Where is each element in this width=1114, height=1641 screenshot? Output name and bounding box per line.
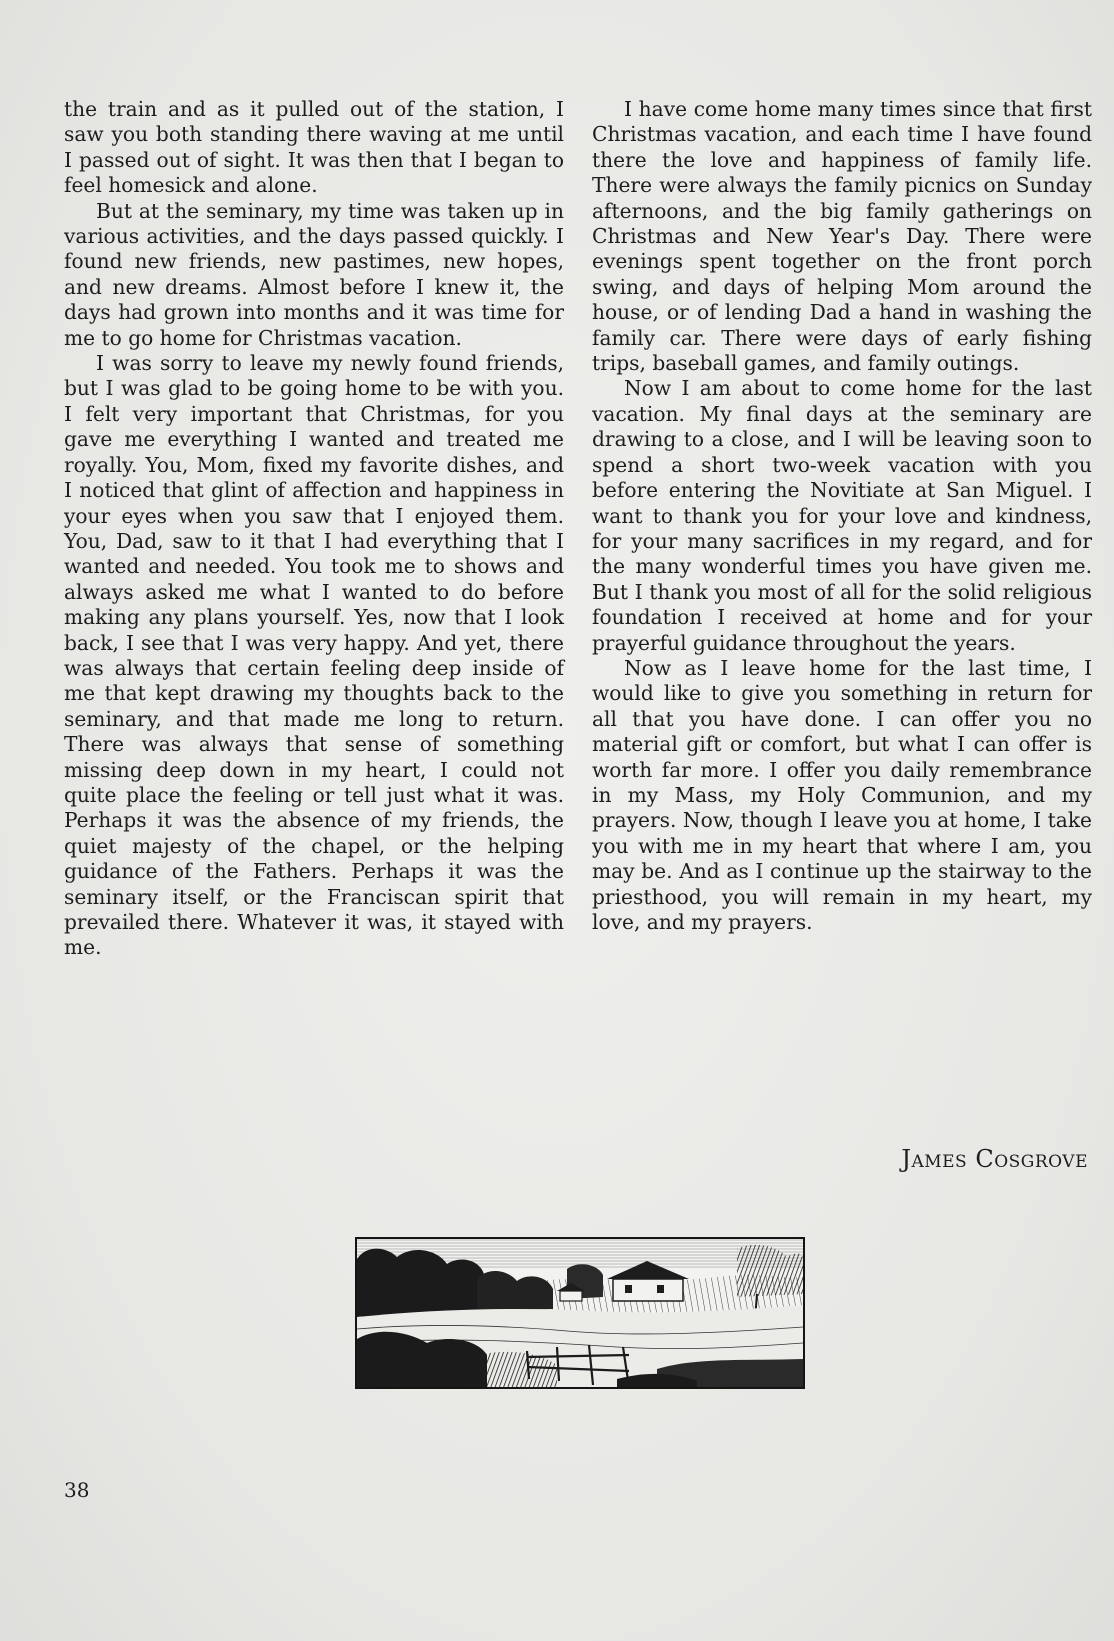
page-number: 38 <box>64 1478 90 1502</box>
paragraph: I have come home many times since that first Christmas vacation, and each time I have found there the love and happiness of family life. There were always the family picnics on Sunday afternoons, and the big family gatherings on Christmas and New Year's Day. There were evenings spent together on the front porch swing, and days of helping Mom around the house, or of lending Dad a hand in washing the family car. There were days of early fishing trips, baseball games, and family outings. <box>592 97 1092 376</box>
paragraph: I was sorry to leave my newly found friends, but I was glad to be going home to be with you. I felt very important that Christmas, for you gave me everything I wanted and treated me royally. You, Mom, fixed my favorite dishes, and I noticed that glint of affection and happiness in your eyes when you saw that I enjoyed them. You, Dad, saw to it that I had everything that I wanted and needed. You took me to shows and always asked me what I wanted to do before making any plans yourself. Yes, now that I look back, I see that I was very happy. And yet, there was always that certain feeling deep inside of me that kept drawing my thoughts back to the seminary, and that made me long to return. There was always that sense of something missing deep down in my heart, I could not quite place the feeling or tell just what it was. Perhaps it was the absence of my friends, the quiet majesty of the chapel, or the helping guidance of the Fathers. Perhaps it was the seminary itself, or the Franciscan spirit that prevailed there. Whatever it was, it stayed with me. <box>64 351 564 960</box>
paragraph: Now as I leave home for the last time, I would like to give you something in return for all that you have done. I can offer you no material gift or comfort, but what I can offer is worth far more. I offer you daily remembrance in my Mass, my Holy Communion, and my prayers. Now, though I leave you at home, I take you with me in my heart that where I am, you may be. And as I continue up the stairway to the priesthood, you will remain in my heart, my love, and my prayers. <box>592 655 1092 934</box>
signature-last-rest: osgrove <box>994 1145 1088 1173</box>
signature-last-initial: C <box>975 1145 995 1173</box>
right-text-column <box>592 97 1092 935</box>
author-signature <box>901 1145 1088 1173</box>
signature-first-initial: J <box>901 1145 912 1173</box>
paragraph: Now I am about to come home for the last vacation. My final days at the seminary are drawing to a close, and I will be leaving soon to spend a short two-week vacation with you before entering the Novitiate at San Miguel. I want to thank you for your love and kindness, for your many sacrifices in my regard, and for the many wonderful times you have given me. But I thank you most of all for the solid religious foundation I received at home and for your prayerful guidance throughout the years. <box>592 376 1092 655</box>
paragraph: But at the seminary, my time was taken up in various activities, and the days passed quickly. I found new friends, new pastimes, new hopes, and new dreams. Almost before I knew it, the days had grown into months and it was time for me to go home for Christmas vacation. <box>64 198 564 350</box>
paragraph: the train and as it pulled out of the station, I saw you both standing there waving at me until I passed out of sight. It was then that I began to feel homesick and alone. <box>64 97 564 198</box>
farm-landscape-icon <box>357 1239 803 1387</box>
signature-first-rest: ames <box>911 1145 968 1173</box>
landscape-illustration <box>355 1237 805 1389</box>
left-text-column <box>64 97 564 961</box>
